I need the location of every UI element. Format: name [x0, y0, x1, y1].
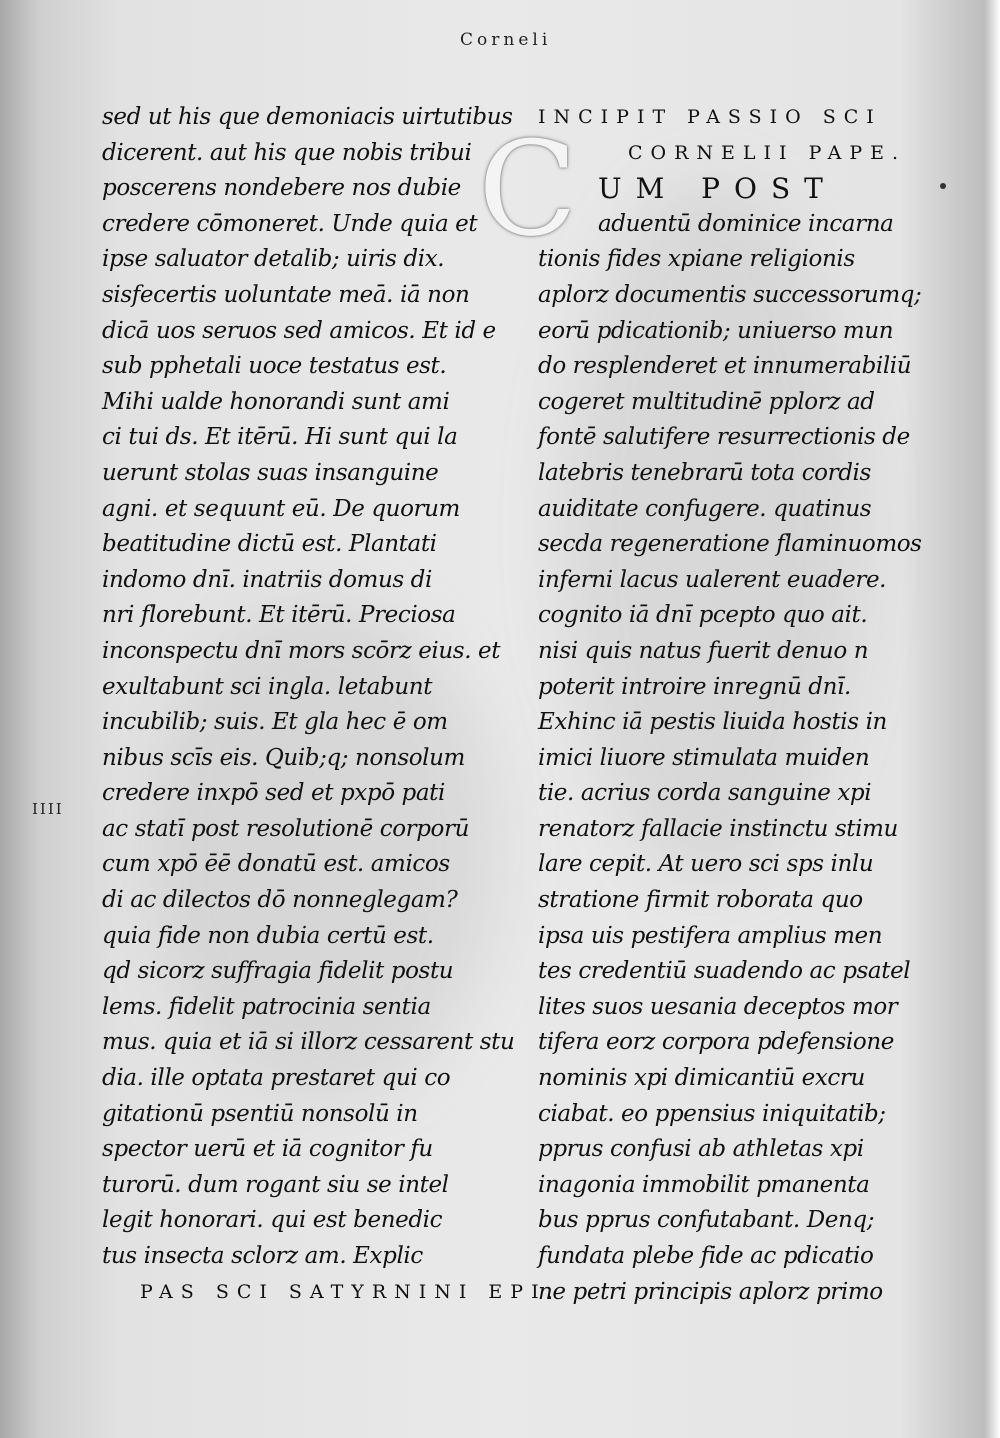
text-line: quia fide non dubia certū est.: [102, 922, 434, 949]
text-line: dia. ille optata prestaret qui co: [102, 1065, 451, 1092]
text-line: tifera eorz corpora pdefensione: [538, 1029, 894, 1056]
text-line: PAS SCI SATYRNINI EPI.: [140, 1280, 561, 1303]
text-line: credere cōmoneret. Unde quia et: [102, 210, 478, 237]
text-line: inagonia immobilit pmanenta: [538, 1171, 870, 1198]
text-line: turorū. dum rogant siu se intel: [102, 1171, 449, 1198]
text-line: exultabunt sci ingla. letabunt: [102, 673, 433, 700]
text-line: ne petri principis aplorz primo: [538, 1278, 883, 1305]
text-line: qd sicorz suffragia fidelit postu: [102, 958, 454, 985]
text-line: cognito iā dnī pcepto quo ait.: [538, 602, 868, 629]
text-line: spector uerū et iā cognitor fu: [102, 1136, 433, 1163]
decorated-initial: C: [478, 113, 578, 265]
text-line: beatitudine dictū est. Plantati: [102, 531, 437, 558]
text-line: dicā uos seruos sed amicos. Et id e: [102, 317, 496, 344]
text-line: sisfecertis uoluntate meā. iā non: [102, 281, 470, 308]
text-line: fundata plebe fide ac pdicatio: [538, 1243, 874, 1269]
text-line: UM POST: [598, 172, 837, 206]
text-line: auiditate confugere. quatinus: [538, 495, 872, 522]
text-line: latebris tenebrarū tota cordis: [538, 459, 871, 486]
text-line: stratione firmit roborata quo: [538, 887, 863, 914]
text-line: nominis xpi dimicantiū excru: [538, 1065, 865, 1092]
text-line: cogeret multitudinē pplorz ad: [538, 388, 875, 415]
left-text-column: [102, 100, 561, 1310]
text-line: nri florebunt. Et itērū. Preciosa: [102, 602, 456, 629]
text-line: bus pprus confutabant. Denq;: [538, 1207, 875, 1234]
text-line: ci tui ds. Et itērū. Hi sunt qui la: [102, 424, 458, 451]
text-line: tus insecta sclorz am. Explic: [102, 1243, 423, 1269]
text-line: ipsa uis pestifera amplius men: [538, 922, 883, 949]
text-line: legit honorari. qui est benedic: [102, 1207, 443, 1234]
text-line: aduentū dominice incarna: [598, 210, 894, 237]
text-line: pprus confusi ab athletas xpi: [538, 1136, 864, 1163]
text-line: cum xpō ēē donatū est. amicos: [102, 851, 450, 878]
text-line: credere inxpō sed et pxpō pati: [102, 780, 445, 807]
text-line: dicerent. aut his que nobis tribui: [102, 139, 472, 166]
text-line: imici liuore stimulata muiden: [538, 744, 870, 771]
text-line: inferni lacus ualerent euadere.: [538, 566, 887, 593]
text-line: poscerens nondebere nos dubie: [102, 175, 461, 202]
text-line: renatorz fallacie instinctu stimu: [538, 815, 898, 842]
text-line: secda regeneratione flaminuomos: [538, 531, 922, 558]
text-line: INCIPIT PASSIO SCI: [538, 106, 882, 128]
margin-numeral: IIII: [32, 800, 64, 818]
margin-dot: [940, 183, 946, 189]
text-line: CORNELII PAPE.: [628, 141, 907, 164]
text-line: inconspectu dnī mors scōrz eius. et: [102, 637, 501, 664]
text-line: nibus scīs eis. Quib;q; nonsolum: [102, 744, 465, 771]
text-line: Mihi ualde honorandi sunt ami: [102, 388, 450, 415]
text-line: Exhinc iā pestis liuida hostis in: [538, 709, 887, 736]
text-line: tes credentiū suadendo ac psatel: [538, 958, 911, 985]
text-line: uerunt stolas suas insanguine: [102, 459, 439, 486]
text-line: aplorz documentis successorumq;: [538, 281, 922, 308]
text-line: sub pphetali uoce testatus est.: [102, 353, 447, 380]
text-line: tie. acrius corda sanguine xpi: [538, 780, 872, 807]
text-line: lites suos uesania deceptos mor: [538, 993, 898, 1020]
text-line: ac statī post resolutionē corporū: [102, 815, 470, 842]
text-line: mus. quia et iā si illorz cessarent stu: [102, 1029, 515, 1056]
text-line: gitationū psentiū nonsolū in: [102, 1100, 418, 1127]
text-line: nisi quis natus fuerit denuo n: [538, 637, 869, 664]
text-line: agni. et sequunt eū. De quorum: [102, 495, 460, 522]
text-line: lems. fidelit patrocinia sentia: [102, 993, 431, 1020]
text-line: do resplenderet et innumerabiliū: [538, 353, 912, 380]
text-line: indomo dnī. inatriis domus di: [102, 566, 432, 593]
running-header: Corneli: [460, 30, 552, 50]
text-line: poterit introire inregnū dnī.: [538, 673, 851, 700]
text-line: incubilib; suis. Et gla hec ē om: [102, 709, 448, 736]
text-line: ipse saluator detalib; uiris dix.: [102, 246, 445, 273]
text-line: lare cepit. At uero sci sps inlu: [538, 851, 874, 878]
text-line: di ac dilectos dō nonneglegam?: [102, 887, 458, 914]
text-line: fontē salutifere resurrectionis de: [538, 424, 910, 451]
text-line: tionis fides xpiane religionis: [538, 246, 855, 273]
text-line: ciabat. eo ppensius iniquitatib;: [538, 1100, 886, 1127]
text-line: eorū pdicationib; uniuerso mun: [538, 317, 894, 344]
right-text-column: [538, 100, 938, 1310]
text-line: sed ut his que demoniacis uirtutibus: [102, 104, 513, 130]
